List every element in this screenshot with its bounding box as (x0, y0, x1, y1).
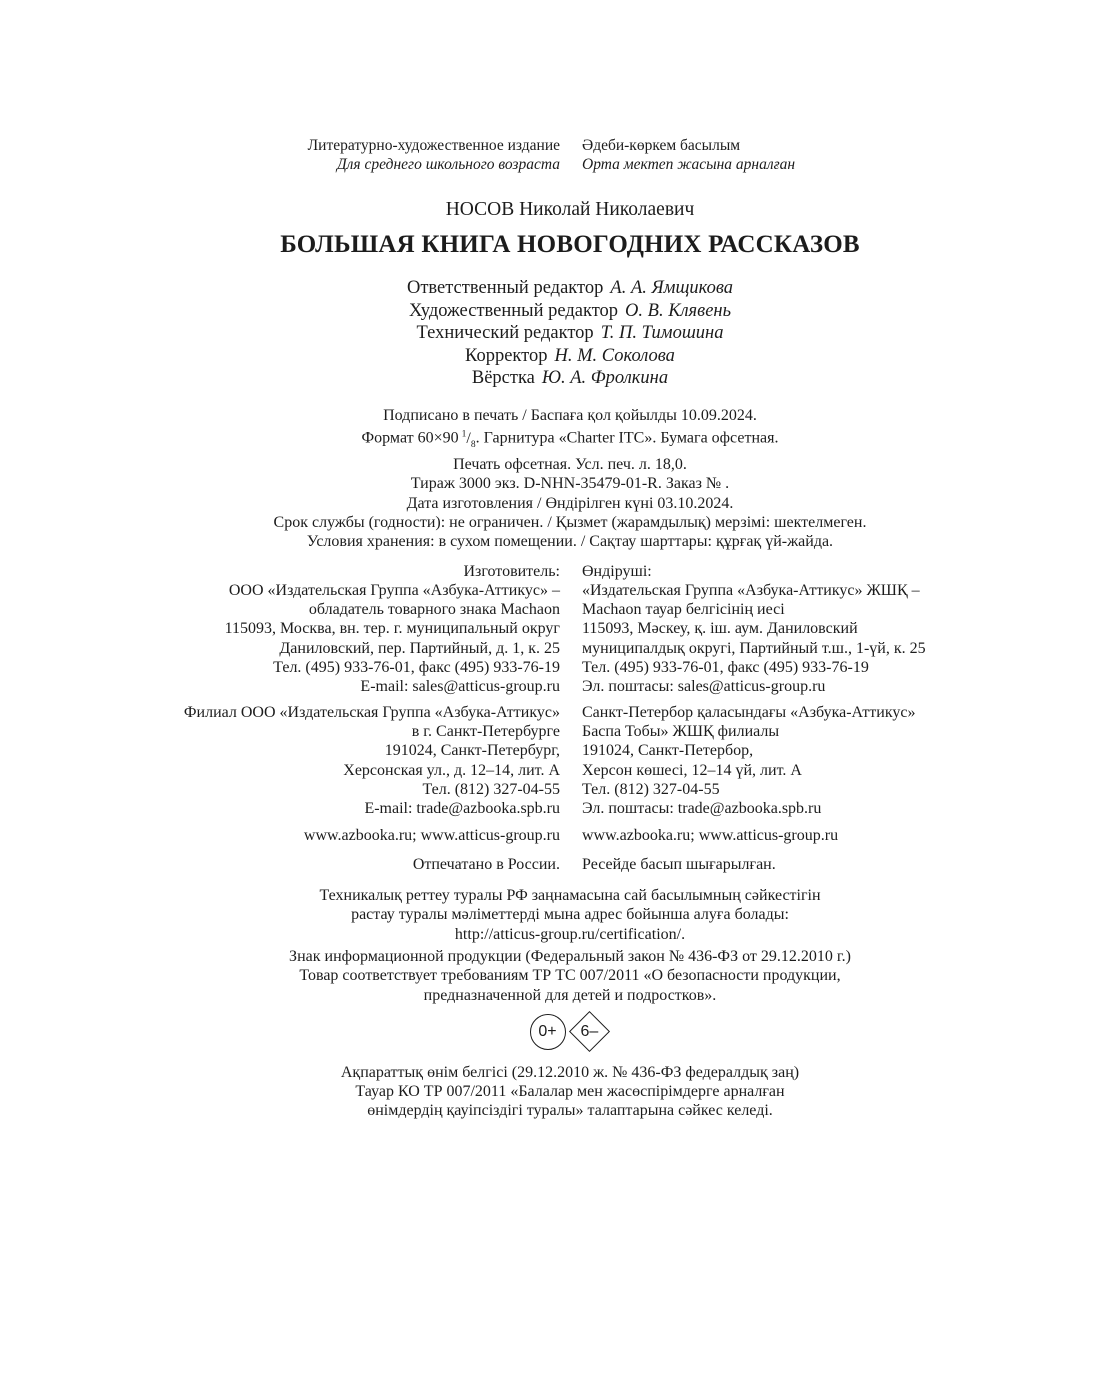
text-line: 115093, Москва, вн. тер. г. муниципальный округ (224, 620, 560, 638)
staff-row (120, 277, 1020, 300)
certification-url: http://atticus-group.ru/certification/. (454, 925, 686, 943)
text-line: 115093, Мәскеу, қ. іш. аум. Даниловский (582, 620, 858, 638)
text-line: Тел. (495) 933-76-01, факс (495) 933-76-19 (273, 659, 560, 677)
staff-row (120, 322, 1020, 345)
text-line: Даниловский, пер. Партийный, д. 1, к. 25 (279, 639, 560, 657)
format-suffix: . Гарнитура «Charter ITC». Бумага офсетная. (475, 429, 779, 447)
staff-row (120, 367, 1020, 390)
staff-role: Технический редактор (416, 323, 594, 344)
printed-in-row (120, 855, 1020, 874)
branch-ru (120, 703, 560, 819)
edition-age-ru: Для среднего школьного возраста (336, 155, 560, 173)
column-gap (560, 855, 582, 874)
text-line: 191024, Санкт-Петербор, (582, 742, 754, 760)
printed-in-ru: Отпечатано в России. (412, 855, 560, 873)
author-name: НОСОВ Николай Николаевич (445, 199, 695, 220)
text-line: Тел. (495) 933-76-01, факс (495) 933-76-19 (582, 659, 869, 677)
text-line: Тел. (812) 327-04-55 (422, 780, 560, 798)
edition-age-kz: Орта мектеп жасына арналған (582, 155, 796, 173)
imprint-tirazh-line: Тираж 3000 экз. D-NHN-35479-01-R. Заказ № . (410, 475, 730, 493)
imprint-service-line: Срок службы (годности): не ограничен. / Қызмет (жарамдылық) мерзімі: шектелмеген. (273, 513, 867, 531)
manufacturer-email-ru: E-mail: sales@atticus-group.ru (360, 678, 560, 696)
text-line: Санкт-Петербор қаласындағы «Азбука-Аттикус» (582, 703, 916, 721)
branch-kz (582, 703, 1020, 819)
text-line: өнімдердің қауіпсіздігі туралы» талаптарына сәйкес келеді. (367, 1102, 773, 1120)
staff-row (120, 345, 1020, 368)
text-line: ООО «Издательская Группа «Азбука-Аттикус» – (228, 581, 560, 599)
text-line: Филиал ООО «Издательская Группа «Азбука-Аттикус» (183, 703, 560, 721)
text-line: «Издательская Группа «Азбука-Аттикус» ЖШҚ – (582, 581, 920, 599)
colophon-content (120, 137, 1020, 1121)
imprint-print-line: Печать офсетная. Усл. печ. л. 18,0. (453, 456, 687, 474)
imprint-block (120, 406, 1020, 552)
text-line: Тел. (812) 327-04-55 (582, 780, 720, 798)
text-line: предназначенной для детей и подростков». (423, 986, 717, 1004)
column-gap (560, 562, 582, 697)
column-gap (560, 137, 582, 174)
edition-note-kz (582, 137, 1020, 174)
staff-role: Вёрстка (471, 368, 535, 389)
imprint-format-line (120, 425, 1020, 455)
branch-email-kz: Эл. поштасы: trade@azbooka.spb.ru (582, 800, 822, 818)
branch-email-ru: E-mail: trade@azbooka.spb.ru (364, 800, 560, 818)
text-line: Херсон көшесі, 12–14 үй, лит. А (582, 761, 802, 779)
info-product-sign-ru (120, 947, 1020, 1005)
staff-name: А. А. Ямщикова (610, 278, 734, 298)
websites-ru: www.azbooka.ru; www.atticus-group.ru (303, 827, 560, 845)
websites-kz: www.azbooka.ru; www.atticus-group.ru (582, 827, 839, 845)
text-line: 191024, Санкт-Петербург, (384, 742, 560, 760)
manufacturer-ru (120, 562, 560, 697)
text-line: Изготовитель: (463, 562, 560, 580)
age-badge-6minus-icon: 6– (568, 1011, 609, 1052)
format-fraction: $^1/_8$ (461, 429, 476, 450)
text-line: Machaon тауар белгісінің иесі (582, 601, 785, 619)
text-line: в г. Санкт-Петербурге (411, 722, 560, 740)
text-line: Өндіруші: (582, 562, 652, 580)
column-gap (560, 703, 582, 819)
printed-in-kz: Ресейде басып шығарылған. (582, 855, 776, 873)
edition-type-kz: Әдеби-көркем басылым (582, 137, 741, 154)
staff-role: Корректор (465, 345, 548, 366)
book-title: БОЛЬШАЯ КНИГА НОВОГОДНИХ РАССКАЗОВ (280, 231, 860, 258)
staff-name: Т. П. Тимошина (600, 323, 724, 344)
column-gap (560, 826, 582, 845)
staff-role: Ответственный редактор (406, 278, 604, 298)
staff-name: Н. М. Соколова (554, 345, 675, 366)
websites-row (120, 826, 1020, 845)
imprint-signed-line: Подписано в печать / Баспаға қол қойылды 10.09.2024. (383, 406, 757, 424)
text-line: Техникалық реттеу туралы РФ заңнамасына сай басылымның сәйкестігін (319, 887, 821, 905)
edition-note-ru (120, 137, 560, 174)
manufacturer-kz (582, 562, 1020, 697)
text-line: Баспа Тобы» ЖШҚ филиалы (582, 722, 780, 740)
text-line: Товар соответствует требованиям ТР ТС 007/2011 «О безопасности продукции, (299, 967, 841, 985)
age-badge-0plus-icon: 0+ (530, 1014, 566, 1050)
info-product-sign-kz (120, 1063, 1020, 1121)
staff-name: О. В. Клявень (625, 300, 731, 321)
edition-note (120, 137, 1020, 174)
text-line: Херсонская ул., д. 12–14, лит. А (343, 761, 560, 779)
text-line: Тауар КО ТР 007/2011 «Балалар мен жасөспірімдерге арналған (355, 1083, 785, 1101)
manufacturer-section (120, 562, 1020, 697)
branch-section (120, 703, 1020, 819)
manufacturer-email-kz: Эл. поштасы: sales@atticus-group.ru (582, 678, 826, 696)
text-line: растау туралы мәліметтерді мына адрес бойынша алуға болады: (351, 906, 789, 924)
edition-type-ru: Литературно-художественное издание (307, 137, 560, 154)
certification-note-kz (120, 886, 1020, 944)
text-line: Знак информационной продукции (Федеральный закон № 436-ФЗ от 29.12.2010 г.) (289, 947, 851, 965)
age-rating-badges (120, 1011, 1020, 1053)
text-line: муниципалдық округі, Партийный т.ш., 1-үй, к. 25 (582, 639, 926, 657)
format-prefix: Формат 60×90 (361, 429, 459, 447)
text-line: обладатель товарного знака Machaon (308, 601, 560, 619)
staff-role: Художественный редактор (409, 300, 619, 321)
text-line: Ақпараттық өнім белгісі (29.12.2010 ж. № 436-ФЗ федералдық заң) (340, 1063, 800, 1081)
staff-name: Ю. А. Фролкина (541, 368, 669, 389)
imprint-date-line: Дата изготовления / Өндірілген күні 03.10.2024. (406, 494, 734, 512)
staff-list (120, 277, 1020, 390)
imprint-storage-line: Условия хранения: в сухом помещении. / Сақтау шарттары: құрғақ үй-жайда. (306, 533, 834, 551)
staff-row (120, 300, 1020, 323)
